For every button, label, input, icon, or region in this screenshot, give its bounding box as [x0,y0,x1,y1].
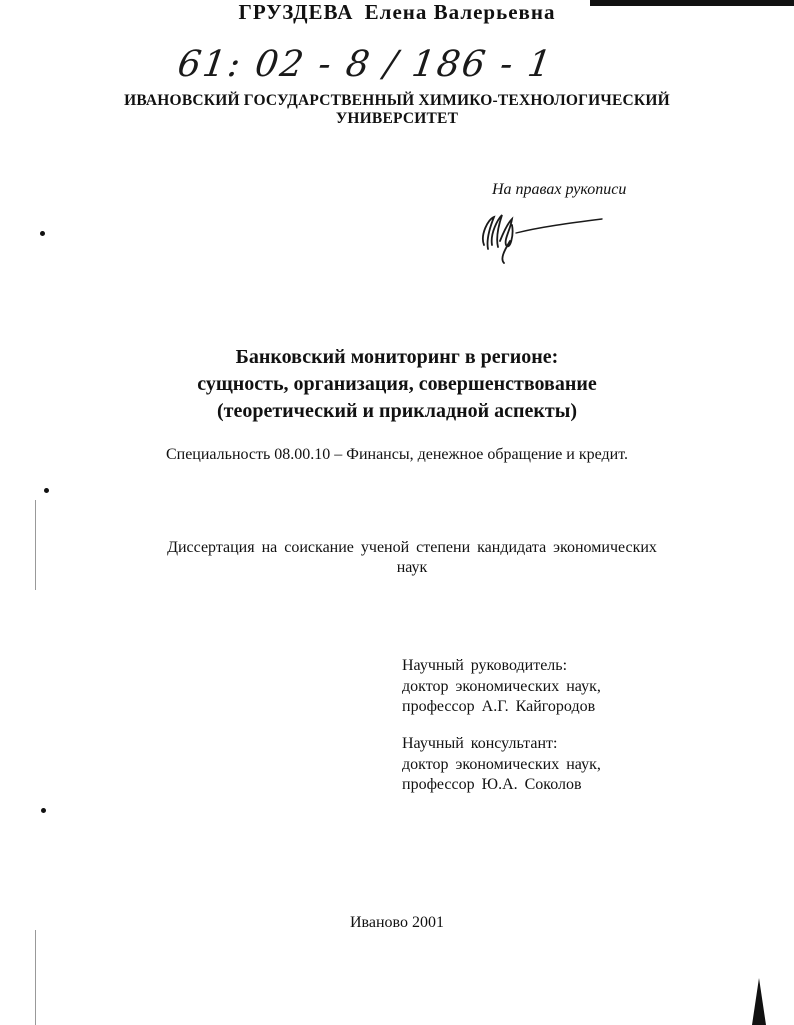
author-given-names: Елена Валерьевна [364,0,556,24]
dissertation-statement [138,538,686,578]
title-line-3: (теоретический и прикладной аспекты) [216,400,578,422]
title-line-1: Банковский мониторинг в регионе: [235,346,559,368]
binding-hole-dot [44,488,49,493]
title-line-2: сущность, организация, совершенствование [197,373,597,395]
consultant-name: профессор Ю.А. Соколов [402,776,582,793]
supervisor-role: Научный руководитель: [402,657,568,674]
scan-margin-line [35,500,36,590]
specialty-line: Специальность 08.00.10 – Финансы, денежное обращение и кредит. [165,446,629,463]
consultant-role: Научный консультант: [402,735,558,752]
binding-hole-dot [40,231,45,236]
author-surname: ГРУЗДЕВА [238,0,354,24]
manuscript-note: На правах рукописи [492,181,627,198]
university-line-2: УНИВЕРСИТЕТ [335,110,459,127]
dissertation-title [0,344,794,425]
consultant-block [402,734,601,796]
university-line-1: ИВАНОВСКИЙ ГОСУДАРСТВЕННЫЙ ХИМИКО-ТЕХНОЛОГИЧЕСКИЙ [124,92,670,109]
signature-image [470,205,610,267]
binding-hole-dot [41,808,46,813]
scan-edge-mark [752,978,766,1025]
dissertation-line-1: Диссертация на соискание ученой степени кандидата экономических [167,539,657,556]
supervisor-block [402,656,601,718]
consultant-degree: доктор экономических наук, [402,755,601,773]
supervisor-degree: доктор экономических наук, [402,677,601,695]
supervisor-name: профессор А.Г. Кайгородов [402,698,596,715]
archive-number-handwritten: 61: 02 - 8 / 186 - 1 [175,44,556,85]
university-name [0,92,794,128]
city-year: Иваново 2001 [349,914,444,931]
scan-edge-bar [590,0,794,6]
scan-margin-line [35,930,36,1025]
dissertation-line-2: наук [396,559,428,576]
